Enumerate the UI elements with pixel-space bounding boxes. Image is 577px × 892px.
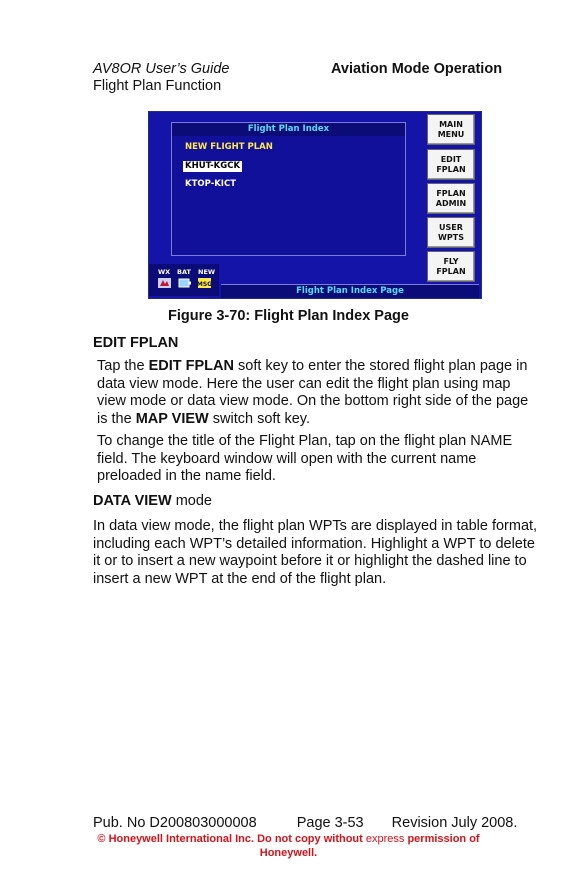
- bat-label: BAT: [177, 268, 191, 276]
- weather-icon[interactable]: [158, 278, 171, 288]
- page-footer: [93, 815, 517, 831]
- publication-number: Pub. No D200803000008: [93, 815, 257, 831]
- list-item-selected[interactable]: KHUT-KGCK: [185, 161, 241, 171]
- edit-fplan-heading: EDIT FPLAN: [93, 335, 179, 351]
- user-wpts-softkey[interactable]: USER WPTS: [427, 217, 475, 248]
- screen-title-bar: Flight Plan Index Page: [221, 284, 479, 298]
- fly-fplan-softkey[interactable]: FLY FPLAN: [427, 251, 475, 282]
- section-name: Flight Plan Function: [93, 78, 222, 94]
- fplan-admin-softkey[interactable]: FPLAN ADMIN: [427, 183, 475, 214]
- data-view-paragraph: In data view mode, the flight plan WPTs are displayed in table format, including each WPT’s detailed information. Highlight a WPT to delete it or to insert a new waypoint before it or highlight the dashed line to insert a new WPT at the end of the flight plan.: [93, 518, 538, 587]
- battery-icon: [178, 278, 191, 288]
- status-strip: [149, 264, 219, 296]
- figure-caption: Figure 3-70: Flight Plan Index Page: [168, 308, 409, 324]
- edit-fplan-paragraph-1: Tap the EDIT FPLAN soft key to enter the stored flight plan page in data view mode. Here the user can edit the flight plan using map view mode or data view mode. On the bottom right side of the page is the MAP VIEW switch soft key.: [97, 358, 529, 427]
- chapter-title: Aviation Mode Operation: [331, 61, 503, 77]
- msg-badge: MSG: [196, 280, 213, 288]
- edit-fplan-softkey[interactable]: EDIT FPLAN: [427, 149, 475, 180]
- new-label: NEW: [198, 268, 216, 276]
- edit-fplan-paragraph-2: To change the title of the Flight Plan, tap on the flight plan NAME field. The keyboard window will open with the current name preloaded in the name field.: [97, 433, 513, 484]
- list-item[interactable]: KTOP-KICT: [185, 179, 237, 189]
- guide-title: AV8OR User’s Guide: [93, 61, 230, 77]
- revision-date: Revision July 2008.: [391, 815, 518, 831]
- flight-plan-list: [171, 122, 406, 256]
- message-icon[interactable]: [198, 278, 211, 288]
- data-view-heading: DATA VIEW mode: [93, 493, 212, 509]
- list-item-new-flight-plan[interactable]: NEW FLIGHT PLAN: [185, 142, 273, 152]
- wx-label: WX: [158, 268, 171, 276]
- device-screen: [148, 111, 482, 299]
- main-menu-softkey[interactable]: MAIN MENU: [427, 114, 475, 145]
- list-title: Flight Plan Index: [172, 123, 405, 136]
- copyright-notice: © Honeywell International Inc. Do not copy without express permission of Honeywell.: [97, 833, 480, 859]
- page-number: Page 3-53: [296, 815, 364, 831]
- running-header-left: [93, 61, 229, 95]
